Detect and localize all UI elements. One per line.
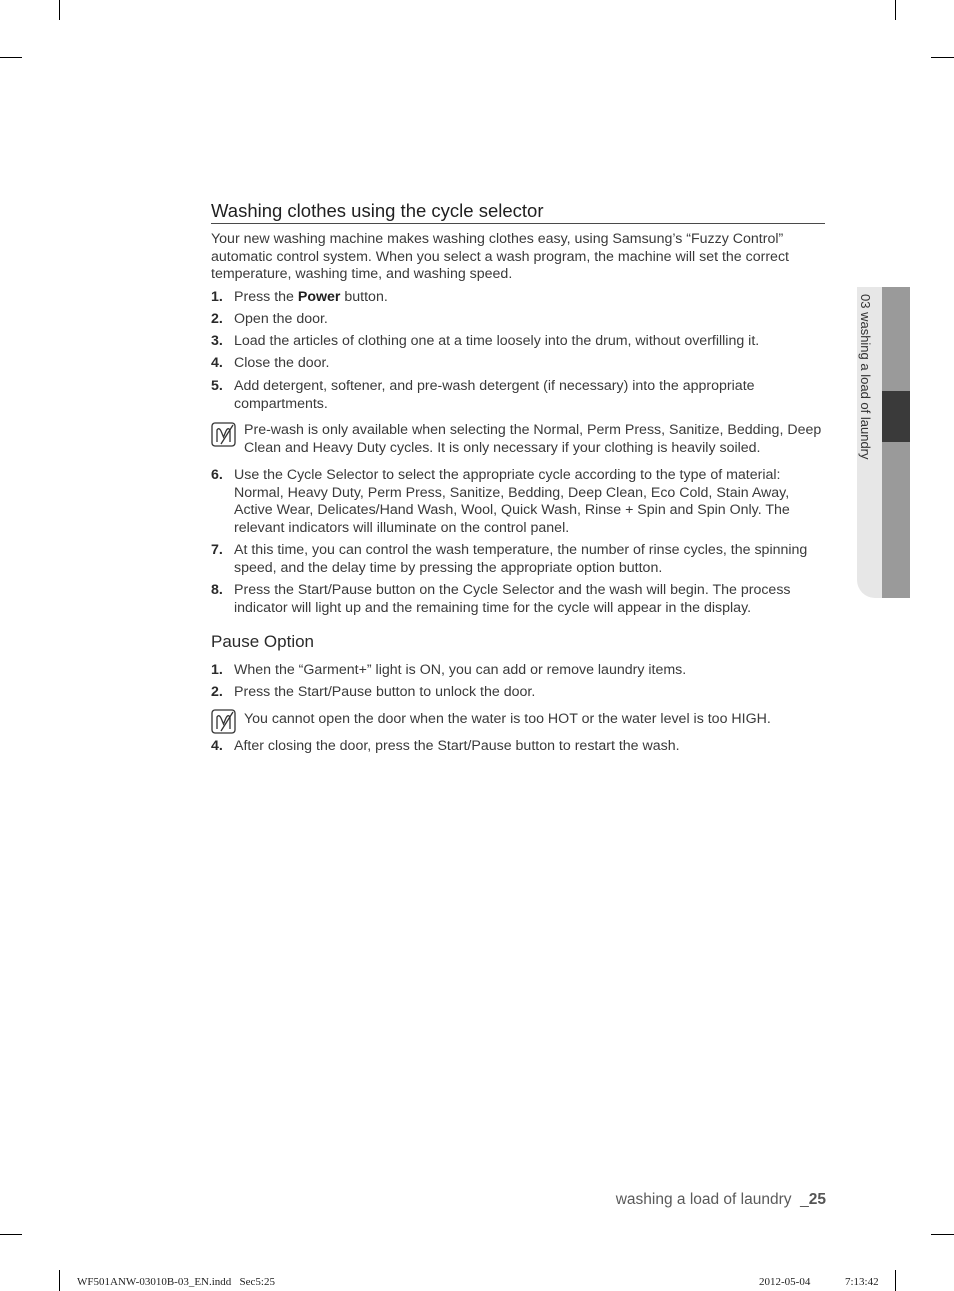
step-text: Use the Cycle Selector to select the appropriate cycle according to the type of material: Normal, Heavy Duty, Perm Press, Sanitize, Bedding, Deep Clean, Eco Cold, Stain Away, Active Wear, Delicates/Hand Wash, Wool, Quick Wash, Rinse + Spin and Spin Only. The relevant indicators will illuminate on the control panel.: [234, 467, 790, 537]
page-footer: [560, 1191, 826, 1209]
note-text: You cannot open the door when the water is too HOT or the water level is too HIGH.: [244, 711, 771, 727]
crop-mark: [895, 1270, 896, 1291]
slug-time: 7:13:42: [845, 1276, 879, 1288]
power-keyword: Power: [297, 289, 341, 305]
intro-paragraph: Your new washing machine makes washing clothes easy, using Samsung’s “Fuzzy Control” automatic control system. When you select a wash program, the machine will set the correct temperature, washing time, and washing speed.: [211, 231, 789, 283]
step-number: 2.: [211, 311, 223, 327]
chapter-side-label: 03 washing a load of laundry: [858, 294, 873, 460]
crop-mark: [59, 1270, 60, 1291]
step-text: Press the Power button.: [234, 289, 388, 305]
step-number: 6.: [211, 467, 223, 483]
crop-mark: [931, 57, 954, 58]
pause-option-heading: Pause Option: [211, 632, 315, 651]
note-icon: [211, 422, 236, 447]
crop-mark: [59, 0, 60, 20]
slug-date: 2012-05-04: [759, 1276, 811, 1288]
footer-text: washing a load of laundry _: [615, 1191, 809, 1208]
page-number: 25: [808, 1191, 826, 1208]
step-text: Press the Start/Pause button to unlock the door.: [234, 684, 536, 700]
crop-mark: [931, 1234, 954, 1235]
section-title: Washing clothes using the cycle selector: [211, 200, 825, 224]
step-number: 4.: [211, 355, 223, 371]
step-text: Close the door.: [234, 355, 330, 371]
step-text: After closing the door, press the Start/Pause button to restart the wash.: [234, 738, 680, 754]
step-number: 1.: [211, 662, 223, 678]
step-text: When the “Garment+” light is ON, you can add or remove laundry items.: [234, 662, 687, 678]
step-text: Add detergent, softener, and pre-wash detergent (if necessary) into the appropriate compartments.: [234, 378, 755, 412]
step-text: Load the articles of clothing one at a time loosely into the drum, without overfilling it.: [234, 333, 760, 349]
crop-mark: [0, 57, 22, 58]
step-number: 7.: [211, 542, 223, 558]
step-number: 1.: [211, 289, 223, 305]
slug-file: WF501ANW-03010B-03_EN.indd Sec5:25: [77, 1276, 275, 1288]
step-number: 2.: [211, 684, 223, 700]
note-icon: [211, 709, 236, 734]
crop-mark: [0, 1234, 22, 1235]
step-number: 5.: [211, 378, 223, 394]
step-number: 4.: [211, 738, 223, 754]
note-text: Pre-wash is only available when selecting the Normal, Perm Press, Sanitize, Bedding, Deep Clean and Heavy Duty cycles. It is only necessary if your clothing is heavily soiled.: [244, 422, 822, 456]
step-text: Press the Start/Pause button on the Cycle Selector and the wash will begin. The process indicator will light up and the remaining time for the cycle will appear in the display.: [234, 582, 791, 616]
step-number: 8.: [211, 582, 223, 598]
crop-mark: [895, 0, 896, 20]
step-text: At this time, you can control the wash temperature, the number of rinse cycles, the spinning speed, and the delay time by pressing the appropriate option button.: [234, 542, 808, 576]
chapter-side-marker: [882, 391, 910, 442]
step-text: Open the door.: [234, 311, 328, 327]
chapter-side-bar: [882, 287, 910, 598]
step-number: 3.: [211, 333, 223, 349]
